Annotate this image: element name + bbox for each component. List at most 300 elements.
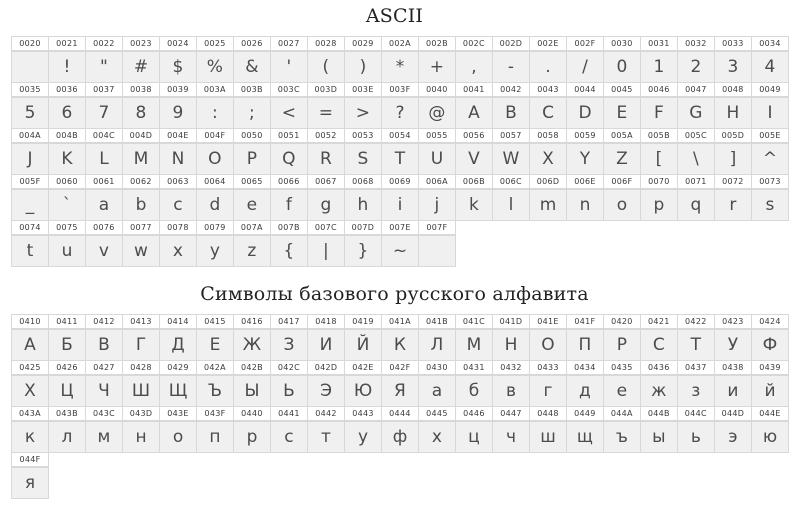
code-cell: [381, 37, 418, 51]
glyph-label: ': [271, 51, 307, 82]
glyph-cell[interactable]: [160, 375, 197, 407]
glyph-cell[interactable]: [640, 421, 677, 453]
code-point-label: 0066: [271, 175, 307, 188]
code-cell: [751, 129, 788, 143]
glyph-cell[interactable]: [567, 189, 604, 221]
glyph-label: -: [493, 51, 529, 82]
glyph-cell[interactable]: [381, 189, 418, 221]
code-point-label: 006D: [530, 175, 566, 188]
glyph-cell[interactable]: [381, 143, 418, 175]
code-point-label: 0413: [123, 315, 159, 328]
glyph-cell[interactable]: [12, 51, 49, 83]
glyph-cell[interactable]: [345, 375, 382, 407]
glyph-cell[interactable]: [233, 97, 270, 129]
glyph-cell[interactable]: [270, 189, 307, 221]
code-cell: [640, 129, 677, 143]
glyph-cell[interactable]: [751, 421, 788, 453]
code-cell: [160, 221, 197, 235]
glyph-label: т: [308, 421, 344, 452]
glyph-label: x: [160, 235, 196, 266]
glyph-cell[interactable]: [12, 235, 49, 267]
glyph-cell[interactable]: [270, 421, 307, 453]
code-cell: [418, 221, 455, 235]
glyph-cell[interactable]: [12, 375, 49, 407]
code-cell: [196, 37, 233, 51]
glyph-cell[interactable]: [455, 51, 492, 83]
code-cell: [270, 221, 307, 235]
glyph-cell[interactable]: [418, 143, 455, 175]
glyph-label: Э: [308, 375, 344, 406]
glyph-cell[interactable]: [344, 143, 381, 175]
glyph-label: <: [271, 97, 307, 128]
glyph-cell[interactable]: [640, 329, 677, 361]
glyph-cell[interactable]: [603, 375, 640, 407]
glyph-cell[interactable]: [85, 143, 122, 175]
glyph-cell[interactable]: [48, 51, 85, 83]
code-cell: [196, 175, 233, 189]
glyph-cell[interactable]: [640, 189, 677, 221]
glyph-cell[interactable]: [751, 51, 788, 83]
glyph-cell[interactable]: [492, 329, 529, 361]
glyph-cell[interactable]: [12, 97, 49, 129]
glyph-label: Ь: [271, 375, 307, 406]
glyph-label: Ю: [345, 375, 381, 406]
glyph-cell[interactable]: [492, 189, 529, 221]
glyph-label: ": [86, 51, 122, 82]
code-point-label: 0445: [419, 407, 455, 420]
glyph-cell[interactable]: [160, 235, 197, 267]
glyph-cell[interactable]: [48, 421, 85, 453]
code-point-label: 003E: [345, 83, 381, 96]
glyph-label: m: [530, 189, 566, 220]
code-point-label: 0048: [715, 83, 751, 96]
glyph-cell[interactable]: [677, 375, 714, 407]
code-cell: [48, 315, 85, 329]
code-cell: [418, 361, 455, 375]
glyph-label: k: [456, 189, 492, 220]
glyph-cell[interactable]: [48, 97, 85, 129]
code-point-label: 0412: [86, 315, 122, 328]
glyph-cell[interactable]: [603, 97, 640, 129]
glyph-cell[interactable]: [714, 143, 751, 175]
glyph-cell[interactable]: [344, 97, 381, 129]
glyph-cell[interactable]: [270, 329, 307, 361]
glyph-cell[interactable]: [12, 421, 49, 453]
glyph-cell[interactable]: [751, 375, 788, 407]
glyph-label: Ы: [234, 375, 270, 406]
glyph-label: Н: [493, 329, 529, 360]
code-row: [12, 407, 789, 421]
glyph-cell[interactable]: [344, 189, 381, 221]
code-cell: [381, 221, 418, 235]
glyph-cell[interactable]: [196, 235, 233, 267]
glyph-cell[interactable]: [122, 235, 159, 267]
glyph-label: ?: [382, 97, 418, 128]
glyph-cell[interactable]: [233, 329, 270, 361]
glyph-cell[interactable]: [714, 189, 751, 221]
code-point-label: 041A: [382, 315, 418, 328]
glyph-row: [12, 97, 789, 129]
glyph-cell[interactable]: [455, 375, 492, 407]
glyph-cell[interactable]: [751, 97, 788, 129]
glyph-cell[interactable]: [48, 189, 85, 221]
glyph-cell[interactable]: [751, 329, 788, 361]
glyph-cell[interactable]: [603, 421, 640, 453]
glyph-label: р: [234, 421, 270, 452]
code-point-label: 0021: [49, 37, 85, 50]
glyph-cell[interactable]: [640, 375, 677, 407]
glyph-label: f: [271, 189, 307, 220]
page-title-cyrillic: Символы базового русского алфавита: [200, 283, 589, 305]
code-point-label: 043A: [12, 407, 48, 420]
glyph-cell[interactable]: [196, 143, 233, 175]
glyph-cell[interactable]: [233, 421, 270, 453]
glyph-cell[interactable]: [307, 235, 344, 267]
glyph-cell[interactable]: [455, 189, 492, 221]
glyph-cell[interactable]: [455, 143, 492, 175]
code-point-label: 004C: [86, 129, 122, 142]
glyph-cell[interactable]: [196, 97, 233, 129]
glyph-cell[interactable]: [233, 235, 270, 267]
glyph-cell[interactable]: [196, 375, 233, 407]
glyph-cell[interactable]: [196, 51, 233, 83]
code-point-label: 0059: [567, 129, 603, 142]
glyph-label: $: [160, 51, 196, 82]
code-point-label: 002C: [456, 37, 492, 50]
code-point-label: 0034: [752, 37, 788, 50]
glyph-label: Ъ: [197, 375, 233, 406]
glyph-cell[interactable]: [418, 97, 455, 129]
glyph-cell[interactable]: [455, 421, 492, 453]
code-cell: [122, 221, 159, 235]
glyph-label: Ч: [86, 375, 122, 406]
glyph-cell[interactable]: [122, 375, 159, 407]
glyph-label: l: [493, 189, 529, 220]
glyph-label: L: [86, 143, 122, 174]
glyph-cell[interactable]: [603, 143, 640, 175]
code-point-label: 0440: [234, 407, 270, 420]
code-cell: [160, 361, 197, 375]
glyph-label: а: [419, 375, 455, 406]
code-point-label: 005E: [752, 129, 788, 142]
glyph-cell[interactable]: [160, 143, 197, 175]
glyph-cell[interactable]: [603, 329, 640, 361]
glyph-label: F: [641, 97, 677, 128]
glyph-cell[interactable]: [270, 235, 307, 267]
glyph-cell[interactable]: [492, 375, 529, 407]
glyph-cell[interactable]: [381, 97, 418, 129]
glyph-cell[interactable]: [418, 189, 455, 221]
code-point-label: 002E: [530, 37, 566, 50]
glyph-label: п: [197, 421, 233, 452]
glyph-cell[interactable]: [566, 329, 603, 361]
code-row: [12, 83, 789, 97]
code-cell: [529, 83, 566, 97]
glyph-cell[interactable]: [307, 375, 344, 407]
glyph-cell[interactable]: [567, 143, 604, 175]
glyph-label: 0: [604, 51, 640, 82]
code-point-label: 042A: [197, 361, 233, 374]
glyph-cell[interactable]: [492, 143, 529, 175]
glyph-cell[interactable]: [714, 375, 751, 407]
code-point-label: 002B: [419, 37, 455, 50]
glyph-cell[interactable]: [233, 375, 270, 407]
glyph-cell[interactable]: [677, 421, 714, 453]
code-cell: [492, 315, 529, 329]
code-cell: [233, 83, 270, 97]
code-cell: [345, 315, 382, 329]
glyph-cell[interactable]: [48, 235, 85, 267]
glyph-cell[interactable]: [344, 235, 381, 267]
glyph-cell[interactable]: [567, 97, 604, 129]
code-cell: [12, 361, 49, 375]
glyph-cell[interactable]: [307, 421, 344, 453]
glyph-label: V: [456, 143, 492, 174]
code-row: [12, 453, 789, 467]
code-point-label: 042E: [345, 361, 381, 374]
glyph-cell[interactable]: [345, 329, 382, 361]
code-point-label: 0441: [271, 407, 307, 420]
code-cell: [418, 37, 455, 51]
glyph-cell[interactable]: [529, 143, 566, 175]
glyph-cell[interactable]: [85, 329, 122, 361]
glyph-cell[interactable]: [455, 97, 492, 129]
glyph-cell[interactable]: [751, 143, 788, 175]
glyph-label: и: [715, 375, 751, 406]
glyph-cell[interactable]: [345, 421, 382, 453]
code-point-label: 0444: [382, 407, 418, 420]
glyph-cell[interactable]: [12, 467, 49, 499]
glyph-cell[interactable]: [270, 97, 307, 129]
glyph-cell[interactable]: [640, 97, 677, 129]
glyph-cell[interactable]: [640, 51, 677, 83]
glyph-cell[interactable]: [677, 189, 714, 221]
glyph-cell[interactable]: [196, 329, 233, 361]
glyph-cell[interactable]: [160, 97, 197, 129]
glyph-cell[interactable]: [381, 329, 418, 361]
glyph-cell[interactable]: [122, 143, 159, 175]
glyph-label: Д: [160, 329, 196, 360]
glyph-cell[interactable]: [270, 375, 307, 407]
code-point-label: 0419: [345, 315, 381, 328]
code-row: [12, 221, 789, 235]
glyph-cell[interactable]: [492, 421, 529, 453]
glyph-cell[interactable]: [455, 329, 492, 361]
glyph-cell[interactable]: [677, 51, 714, 83]
glyph-cell[interactable]: [307, 143, 344, 175]
glyph-cell[interactable]: [677, 143, 714, 175]
ascii-character-grid: [11, 36, 789, 267]
glyph-cell[interactable]: [418, 329, 455, 361]
code-cell: [196, 315, 233, 329]
glyph-label: щ: [567, 421, 603, 452]
glyph-cell[interactable]: [85, 189, 122, 221]
ascii-grid-body: [12, 37, 789, 267]
code-cell: [344, 83, 381, 97]
glyph-label: 8: [123, 97, 159, 128]
code-point-label: 0024: [160, 37, 196, 50]
glyph-label: ]: [715, 143, 751, 174]
glyph-cell[interactable]: [122, 421, 159, 453]
glyph-cell[interactable]: [85, 375, 122, 407]
code-cell: [714, 175, 751, 189]
glyph-row: [12, 51, 789, 83]
glyph-cell[interactable]: [381, 51, 418, 83]
code-point-label: 042D: [308, 361, 344, 374]
glyph-cell[interactable]: [85, 235, 122, 267]
glyph-cell[interactable]: [530, 375, 567, 407]
glyph-cell[interactable]: [12, 329, 49, 361]
glyph-cell[interactable]: [160, 421, 197, 453]
glyph-cell[interactable]: [603, 189, 640, 221]
glyph-cell[interactable]: [122, 97, 159, 129]
glyph-cell[interactable]: [418, 375, 455, 407]
code-point-label: 0434: [567, 361, 603, 374]
glyph-cell[interactable]: [530, 421, 567, 453]
code-point-label: 0428: [123, 361, 159, 374]
glyph-cell[interactable]: [529, 189, 566, 221]
glyph-cell[interactable]: [566, 421, 603, 453]
glyph-label: Я: [382, 375, 418, 406]
glyph-cell[interactable]: [751, 189, 788, 221]
glyph-row: [12, 375, 789, 407]
glyph-cell[interactable]: [307, 189, 344, 221]
code-cell: [529, 175, 566, 189]
glyph-cell[interactable]: [122, 189, 159, 221]
code-cell: [603, 361, 640, 375]
glyph-cell[interactable]: [85, 97, 122, 129]
code-cell: [12, 453, 49, 467]
glyph-cell[interactable]: [492, 51, 529, 83]
code-point-label: 0443: [345, 407, 381, 420]
code-cell: [344, 175, 381, 189]
glyph-label: ы: [641, 421, 677, 452]
code-cell: [418, 175, 455, 189]
glyph-cell[interactable]: [566, 375, 603, 407]
glyph-cell[interactable]: [714, 329, 751, 361]
code-row: [12, 175, 789, 189]
code-cell: [122, 83, 159, 97]
glyph-cell[interactable]: [233, 143, 270, 175]
glyph-cell[interactable]: [122, 329, 159, 361]
glyph-cell[interactable]: [492, 97, 529, 129]
code-point-label: 0410: [12, 315, 48, 328]
code-point-label: 0032: [678, 37, 714, 50]
glyph-cell[interactable]: [48, 329, 85, 361]
glyph-label: в: [493, 375, 529, 406]
glyph-label: #: [123, 51, 159, 82]
glyph-cell[interactable]: [381, 421, 418, 453]
glyph-cell[interactable]: [677, 97, 714, 129]
glyph-cell[interactable]: [603, 51, 640, 83]
glyph-cell[interactable]: [529, 97, 566, 129]
glyph-cell[interactable]: [122, 51, 159, 83]
glyph-cell[interactable]: [12, 143, 49, 175]
glyph-label: Ц: [49, 375, 85, 406]
glyph-label: !: [49, 51, 85, 82]
code-point-label: 007B: [271, 221, 307, 234]
glyph-cell[interactable]: [196, 189, 233, 221]
code-cell: [381, 407, 418, 421]
glyph-label: С: [641, 329, 677, 360]
code-point-label: 0062: [123, 175, 159, 188]
code-point-label: 041C: [456, 315, 492, 328]
glyph-cell[interactable]: [196, 421, 233, 453]
glyph-cell[interactable]: [418, 421, 455, 453]
glyph-cell[interactable]: [160, 189, 197, 221]
code-point-label: 043C: [86, 407, 122, 420]
code-cell: [48, 221, 85, 235]
glyph-label: *: [382, 51, 418, 82]
glyph-cell[interactable]: [270, 143, 307, 175]
glyph-cell[interactable]: [85, 51, 122, 83]
glyph-cell[interactable]: [381, 375, 418, 407]
glyph-cell[interactable]: [530, 329, 567, 361]
glyph-label: д: [567, 375, 603, 406]
glyph-label: Y: [567, 143, 603, 174]
glyph-cell[interactable]: [567, 51, 604, 83]
code-point-label: 007C: [308, 221, 344, 234]
glyph-cell[interactable]: [344, 51, 381, 83]
code-point-label: 0416: [234, 315, 270, 328]
glyph-label: ~: [382, 235, 418, 266]
code-cell: [85, 175, 122, 189]
glyph-label: {: [271, 235, 307, 266]
glyph-cell[interactable]: [714, 97, 751, 129]
glyph-label: О: [530, 329, 566, 360]
code-point-label: 0427: [86, 361, 122, 374]
glyph-cell[interactable]: [677, 329, 714, 361]
code-cell: [677, 407, 714, 421]
glyph-cell[interactable]: [529, 51, 566, 83]
glyph-cell[interactable]: [714, 51, 751, 83]
glyph-cell[interactable]: [233, 51, 270, 83]
code-cell: [530, 315, 567, 329]
glyph-cell[interactable]: [12, 189, 49, 221]
glyph-cell[interactable]: [270, 51, 307, 83]
glyph-cell[interactable]: [418, 235, 455, 267]
glyph-cell[interactable]: [160, 51, 197, 83]
glyph-cell[interactable]: [418, 51, 455, 83]
glyph-cell[interactable]: [48, 143, 85, 175]
glyph-label: X: [530, 143, 566, 174]
glyph-cell[interactable]: [160, 329, 197, 361]
glyph-label: ж: [641, 375, 677, 406]
glyph-cell[interactable]: [307, 51, 344, 83]
glyph-label: [419, 235, 455, 266]
code-cell: [196, 407, 233, 421]
code-point-label: 0430: [419, 361, 455, 374]
code-point-label: 0076: [86, 221, 122, 234]
glyph-cell[interactable]: [307, 329, 344, 361]
code-point-label: 003D: [308, 83, 344, 96]
glyph-cell[interactable]: [85, 421, 122, 453]
glyph-cell[interactable]: [233, 189, 270, 221]
glyph-label: w: [123, 235, 159, 266]
code-cell: [196, 361, 233, 375]
glyph-cell[interactable]: [48, 375, 85, 407]
code-point-label: 002F: [567, 37, 603, 50]
glyph-cell[interactable]: [714, 421, 751, 453]
glyph-cell[interactable]: [640, 143, 677, 175]
code-point-label: 041E: [530, 315, 566, 328]
code-cell: [233, 175, 270, 189]
code-point-label: 005C: [678, 129, 714, 142]
code-point-label: 0069: [382, 175, 418, 188]
glyph-cell[interactable]: [381, 235, 418, 267]
glyph-cell[interactable]: [307, 97, 344, 129]
glyph-label: i: [382, 189, 418, 220]
